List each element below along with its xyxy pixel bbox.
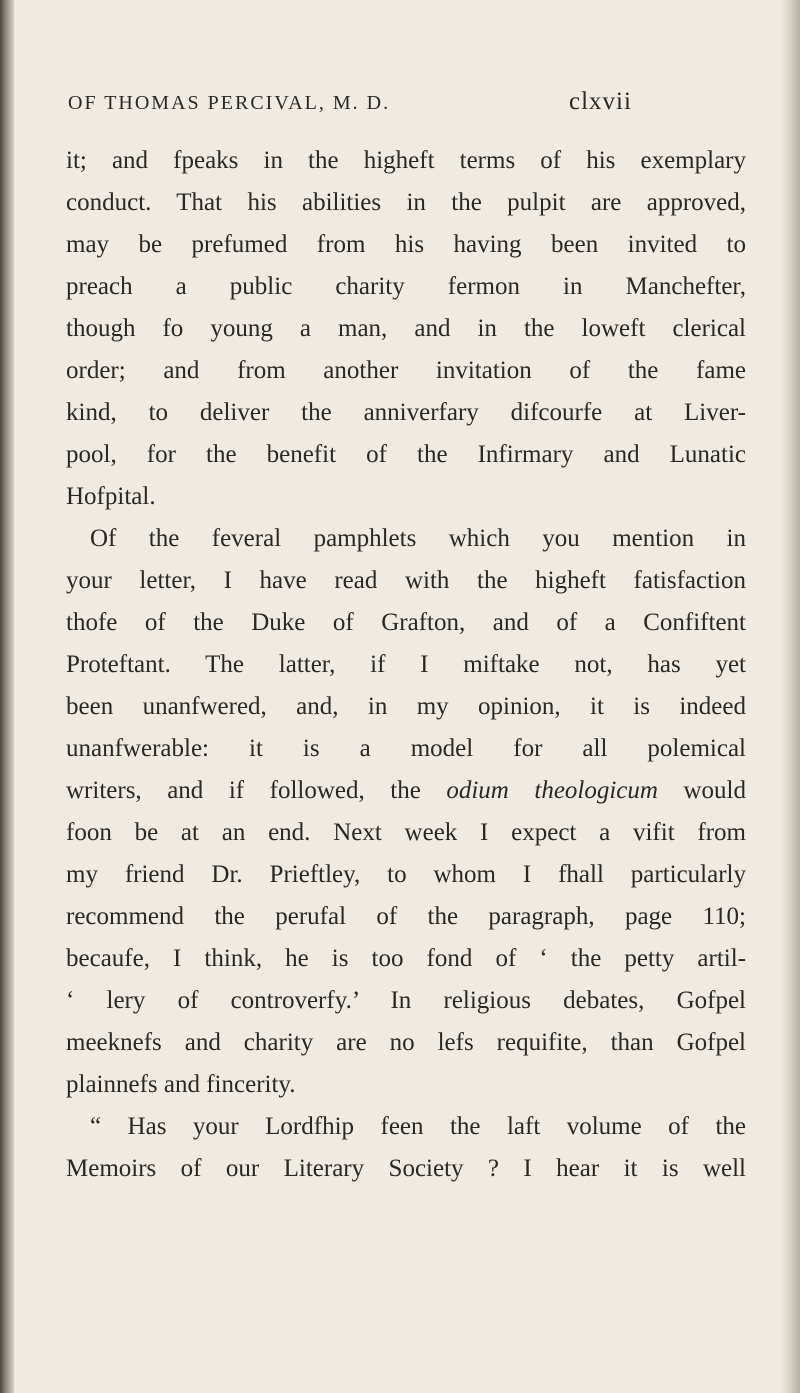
- text-line: becaufe, I think, he is too fond of ‘ the petty artil-: [66, 945, 746, 972]
- page-edge-shadow: [780, 0, 800, 1393]
- text-line: meeknefs and charity are no lefs requifite, than Gofpel: [66, 1029, 746, 1056]
- text-line: your letter, I have read with the higheft fatisfaction: [66, 567, 746, 594]
- page-spine-shadow: [0, 0, 14, 1393]
- text-line: kind, to deliver the anniverfary difcourfe at Liver-: [66, 399, 746, 426]
- text-line: may be prefumed from his having been invited to: [66, 231, 746, 258]
- text-line: Hofpital.: [66, 483, 156, 510]
- text-line: conduct. That his abilities in the pulpit are approved,: [66, 189, 746, 216]
- running-head: OF THOMAS PERCIVAL, M. D.: [68, 92, 391, 114]
- text-line: it; and fpeaks in the higheft terms of his exemplary: [66, 147, 746, 174]
- text-line-with-italic: [66, 770, 746, 812]
- page-number: clxvii: [569, 88, 632, 115]
- text-run: writers, and if followed, the: [66, 777, 447, 804]
- text-line: recommend the perufal of the paragraph, page 110;: [66, 903, 746, 930]
- text-line: Memoirs of our Literary Society ? I hear it is well: [66, 1155, 746, 1182]
- text-run: would: [657, 777, 746, 804]
- page-header: [68, 88, 768, 128]
- text-line: unanfwerable: it is a model for all polemical: [66, 735, 746, 762]
- text-line: plainnefs and fincerity.: [66, 1071, 296, 1098]
- text-line: Of the feveral pamphlets which you mention in: [90, 525, 746, 552]
- text-line: pool, for the benefit of the Infirmary and Lunatic: [66, 441, 746, 468]
- text-line: thofe of the Duke of Grafton, and of a Confiftent: [66, 609, 746, 636]
- text-line: ‘ lery of controverfy.’ In religious debates, Gofpel: [66, 987, 746, 1014]
- text-line: “ Has your Lordfhip feen the laft volume of the: [90, 1113, 746, 1140]
- text-line: my friend Dr. Prieftley, to whom I fhall particularly: [66, 861, 746, 888]
- text-line: foon be at an end. Next week I expect a vifit from: [66, 819, 746, 846]
- body-text: [66, 140, 746, 1190]
- text-line: preach a public charity fermon in Manchefter,: [66, 273, 746, 300]
- italic-phrase: odium theologicum: [446, 777, 658, 804]
- text-line: order; and from another invitation of the fame: [66, 357, 746, 384]
- text-line: though fo young a man, and in the loweft clerical: [66, 315, 746, 342]
- text-line: Proteftant. The latter, if I miftake not, has yet: [66, 651, 746, 678]
- text-line: been unanfwered, and, in my opinion, it is indeed: [66, 693, 746, 720]
